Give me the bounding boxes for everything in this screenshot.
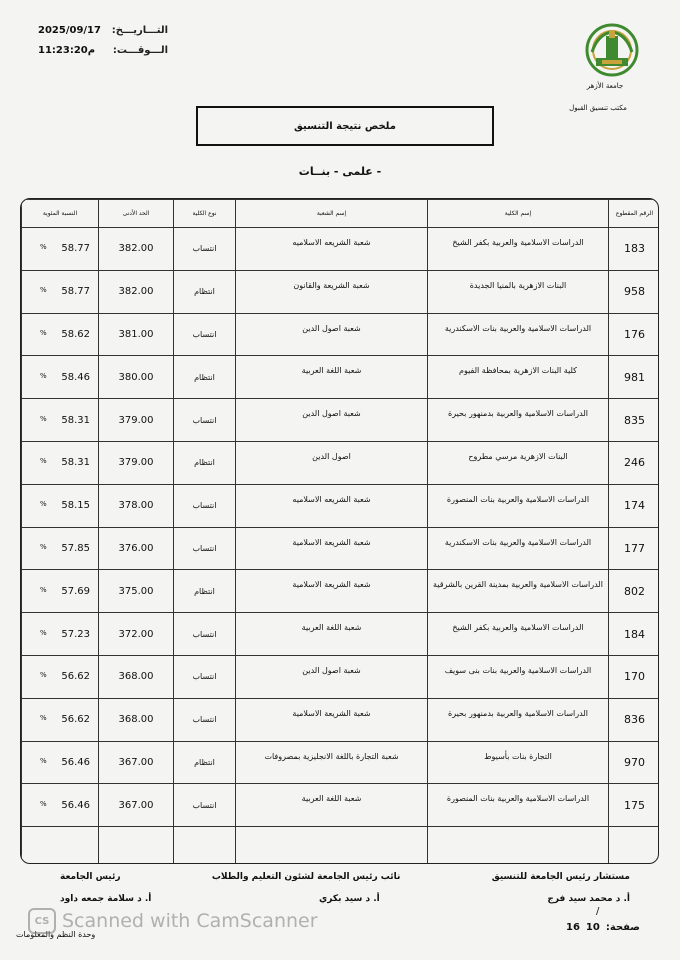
watermark-text: Scanned with CamScanner xyxy=(62,910,318,932)
cell-score: 378.00 xyxy=(99,484,174,527)
cell-code: 175 xyxy=(609,784,660,827)
table-row xyxy=(22,399,660,442)
cell-percent xyxy=(22,356,99,399)
percent-symbol: % xyxy=(40,585,47,594)
cell-percent xyxy=(22,655,99,698)
cell-college: الدراسات الاسلامية والعربية بنات الاسكندرية xyxy=(428,313,609,356)
table-row xyxy=(22,356,660,399)
cell-score: 372.00 xyxy=(99,613,174,656)
cell-college: الدراسات الاسلامية والعربية بنات الاسكندرية xyxy=(428,527,609,570)
cell-code: 970 xyxy=(609,741,660,784)
cell-score: 379.00 xyxy=(99,441,174,484)
cell-college: البنات الازهرية مرسي مطروح xyxy=(428,441,609,484)
percent-value: 56.62 xyxy=(61,714,90,726)
percent-value: 58.46 xyxy=(61,371,90,383)
percent-symbol: % xyxy=(40,671,47,680)
university-name: جامعة الأزهر xyxy=(586,82,624,90)
percent-symbol: % xyxy=(40,328,47,337)
cell-branch: شعبة الشريعة الاسلامية xyxy=(236,570,428,613)
percent-value: 56.46 xyxy=(61,756,90,768)
percent-symbol: % xyxy=(40,371,47,380)
cell-code: 184 xyxy=(609,613,660,656)
cell-score: 379.00 xyxy=(99,399,174,442)
cell-branch: شعبة الشريعة الاسلامية xyxy=(236,527,428,570)
percent-value: 58.77 xyxy=(61,243,90,255)
cell-college: الدراسات الاسلامية والعربية بمدينة القرين بالشرقية xyxy=(428,570,609,613)
table-row xyxy=(22,741,660,784)
cell-college: الدراسات الاسلامية والعربية بكفر الشيخ xyxy=(428,228,609,271)
cell-score: 367.00 xyxy=(99,784,174,827)
signature-names xyxy=(60,894,630,904)
column-header: إسم الكلية xyxy=(428,200,609,228)
cell-score: 368.00 xyxy=(99,698,174,741)
azhar-logo-icon xyxy=(584,22,640,78)
cell-type: انتساب xyxy=(174,613,236,656)
cell-score: 380.00 xyxy=(99,356,174,399)
cell-college: الدراسات الاسلامية والعربية بدمنهور بحيرة xyxy=(428,399,609,442)
cell-college: كلية البنات الازهرية بمحافظة الفيوم xyxy=(428,356,609,399)
table-row xyxy=(22,698,660,741)
table-row xyxy=(22,613,660,656)
cell-code: 176 xyxy=(609,313,660,356)
cell-branch: شعبة اللغة العربية xyxy=(236,784,428,827)
cell-branch: شعبة اصول الدين xyxy=(236,399,428,442)
page-total: 16 xyxy=(566,922,580,933)
percent-value: 58.31 xyxy=(61,457,90,469)
column-header: النسبة المئوية xyxy=(22,200,99,228)
column-header: الحد الأدنى xyxy=(99,200,174,228)
percent-value: 58.31 xyxy=(61,414,90,426)
table-row xyxy=(22,313,660,356)
cell-type: انتظام xyxy=(174,356,236,399)
table-row xyxy=(22,527,660,570)
percent-value: 58.15 xyxy=(61,500,90,512)
cell-branch: شعبة اصول الدين xyxy=(236,655,428,698)
column-header: الرقم المقطوع xyxy=(609,200,660,228)
percent-value: 56.62 xyxy=(61,671,90,683)
cell-branch: شعبة الشريعه الاسلاميه xyxy=(236,228,428,271)
cell-percent xyxy=(22,570,99,613)
cell-type: انتظام xyxy=(174,270,236,313)
column-header: نوع الكلية xyxy=(174,200,236,228)
cell-score: 382.00 xyxy=(99,228,174,271)
office-name: مكتب تنسيق القبول xyxy=(569,104,627,112)
percent-symbol: % xyxy=(40,756,47,765)
cell-percent xyxy=(22,313,99,356)
cell-score: 376.00 xyxy=(99,527,174,570)
percent-symbol: % xyxy=(40,414,47,423)
percent-symbol: % xyxy=(40,542,47,551)
cell-college: الدراسات الاسلامية والعربية بنات المنصورة xyxy=(428,784,609,827)
cell-code: 802 xyxy=(609,570,660,613)
percent-value: 57.23 xyxy=(61,628,90,640)
date-value: 2025/09/17 xyxy=(38,24,101,36)
percent-value: 56.46 xyxy=(61,799,90,811)
cell-college: الدراسات الاسلامية والعربية بدمنهور بحيرة xyxy=(428,698,609,741)
cell-code: 836 xyxy=(609,698,660,741)
cell-percent xyxy=(22,484,99,527)
page-label: صفحة: xyxy=(605,922,640,933)
cell-type: انتساب xyxy=(174,655,236,698)
signature-titles xyxy=(60,872,630,882)
cell-code: 170 xyxy=(609,655,660,698)
cell-branch: شعبة اللغة العربية xyxy=(236,356,428,399)
page-number xyxy=(566,922,640,933)
cell-type: انتساب xyxy=(174,313,236,356)
cell-percent xyxy=(22,228,99,271)
cell-percent xyxy=(22,527,99,570)
time-label: الـــوقـــت: xyxy=(112,44,168,56)
table-row xyxy=(22,270,660,313)
date-time-block xyxy=(38,20,168,60)
cell-branch: شعبة اصول الدين xyxy=(236,313,428,356)
cell-college: الدراسات الاسلامية والعربية بكفر الشيخ xyxy=(428,613,609,656)
cell-college: التجارة بنات بأسيوط xyxy=(428,741,609,784)
camscanner-watermark xyxy=(28,908,318,934)
cell-type: انتساب xyxy=(174,228,236,271)
cell-code: 958 xyxy=(609,270,660,313)
time-value: 11:23:20م xyxy=(38,44,96,56)
page-current: 10 xyxy=(585,922,600,933)
cell-branch: شعبة اللغة العربية xyxy=(236,613,428,656)
cell-code: 183 xyxy=(609,228,660,271)
table-row xyxy=(22,570,660,613)
sig-title-coordination: مستشار رئيس الجامعة للتنسيق xyxy=(491,872,630,882)
cell-percent xyxy=(22,698,99,741)
cell-score: 375.00 xyxy=(99,570,174,613)
results-table xyxy=(21,199,659,864)
cell-branch: شعبة التجارة باللغة الانجليزية بمصروفات xyxy=(236,741,428,784)
cell-code: 174 xyxy=(609,484,660,527)
cell-score: 367.00 xyxy=(99,741,174,784)
percent-symbol: % xyxy=(40,714,47,723)
cell-type: انتظام xyxy=(174,741,236,784)
percent-symbol: % xyxy=(40,286,47,295)
cell-percent xyxy=(22,741,99,784)
percent-value: 58.77 xyxy=(61,286,90,298)
date-label: التـــاريـــخ: xyxy=(111,24,168,36)
sig-title-president: رئيس الجامعة xyxy=(60,872,121,882)
table-row xyxy=(22,784,660,827)
cell-code: 981 xyxy=(609,356,660,399)
cell-branch: شعبة الشريعه الاسلاميه xyxy=(236,484,428,527)
cell-code: 177 xyxy=(609,527,660,570)
table-row xyxy=(22,228,660,271)
cell-type: انتظام xyxy=(174,441,236,484)
report-title: ملخص نتيجة التنسيق xyxy=(196,106,494,146)
cell-score: 382.00 xyxy=(99,270,174,313)
cell-type: انتساب xyxy=(174,698,236,741)
percent-value: 58.62 xyxy=(61,328,90,340)
percent-symbol: % xyxy=(40,799,47,808)
cell-type: انتساب xyxy=(174,399,236,442)
cell-score: 381.00 xyxy=(99,313,174,356)
cell-percent xyxy=(22,613,99,656)
percent-symbol: % xyxy=(40,628,47,637)
cell-code: 835 xyxy=(609,399,660,442)
signature-slash: / xyxy=(596,906,600,917)
sig-name-vice-president: أ. د سيد بكري xyxy=(319,894,380,904)
results-table-frame xyxy=(20,198,659,864)
cell-type: انتساب xyxy=(174,484,236,527)
unit-name: وحدة النظم والمعلومات xyxy=(16,930,96,939)
cell-percent xyxy=(22,784,99,827)
percent-symbol: % xyxy=(40,500,47,509)
table-header-row xyxy=(22,200,660,228)
cell-type: انتساب xyxy=(174,784,236,827)
cell-type: انتظام xyxy=(174,570,236,613)
column-header: إسم الشعبة xyxy=(236,200,428,228)
cell-branch: شعبة الشريعة والقانون xyxy=(236,270,428,313)
cell-percent xyxy=(22,270,99,313)
cell-branch: شعبة الشريعة الاسلامية xyxy=(236,698,428,741)
table-row xyxy=(22,441,660,484)
sig-title-vice-president: نائب رئيس الجامعة لشئون التعليم والطلاب xyxy=(211,872,401,882)
cell-branch: اصول الدين xyxy=(236,441,428,484)
cell-percent xyxy=(22,441,99,484)
percent-symbol: % xyxy=(40,243,47,252)
table-row xyxy=(22,484,660,527)
cell-type: انتساب xyxy=(174,527,236,570)
percent-value: 57.69 xyxy=(61,585,90,597)
percent-value: 57.85 xyxy=(61,542,90,554)
camscanner-icon: CS xyxy=(28,908,56,934)
cell-code: 246 xyxy=(609,441,660,484)
report-subtitle: - علمى - بنــات xyxy=(298,165,382,178)
cell-percent xyxy=(22,399,99,442)
sig-name-coordination: أ. د محمد سيد فرج xyxy=(547,894,630,904)
cell-college: الدراسات الاسلامية والعربية بنات المنصورة xyxy=(428,484,609,527)
cell-score: 368.00 xyxy=(99,655,174,698)
empty-row xyxy=(22,827,660,864)
sig-name-president: أ. د سلامة جمعه داود xyxy=(60,894,152,904)
table-body xyxy=(22,228,660,865)
cell-college: الدراسات الاسلامية والعربية بنات بنى سويف xyxy=(428,655,609,698)
cell-college: البنات الازهرية بالمنيا الجديدة xyxy=(428,270,609,313)
percent-symbol: % xyxy=(40,457,47,466)
table-row xyxy=(22,655,660,698)
